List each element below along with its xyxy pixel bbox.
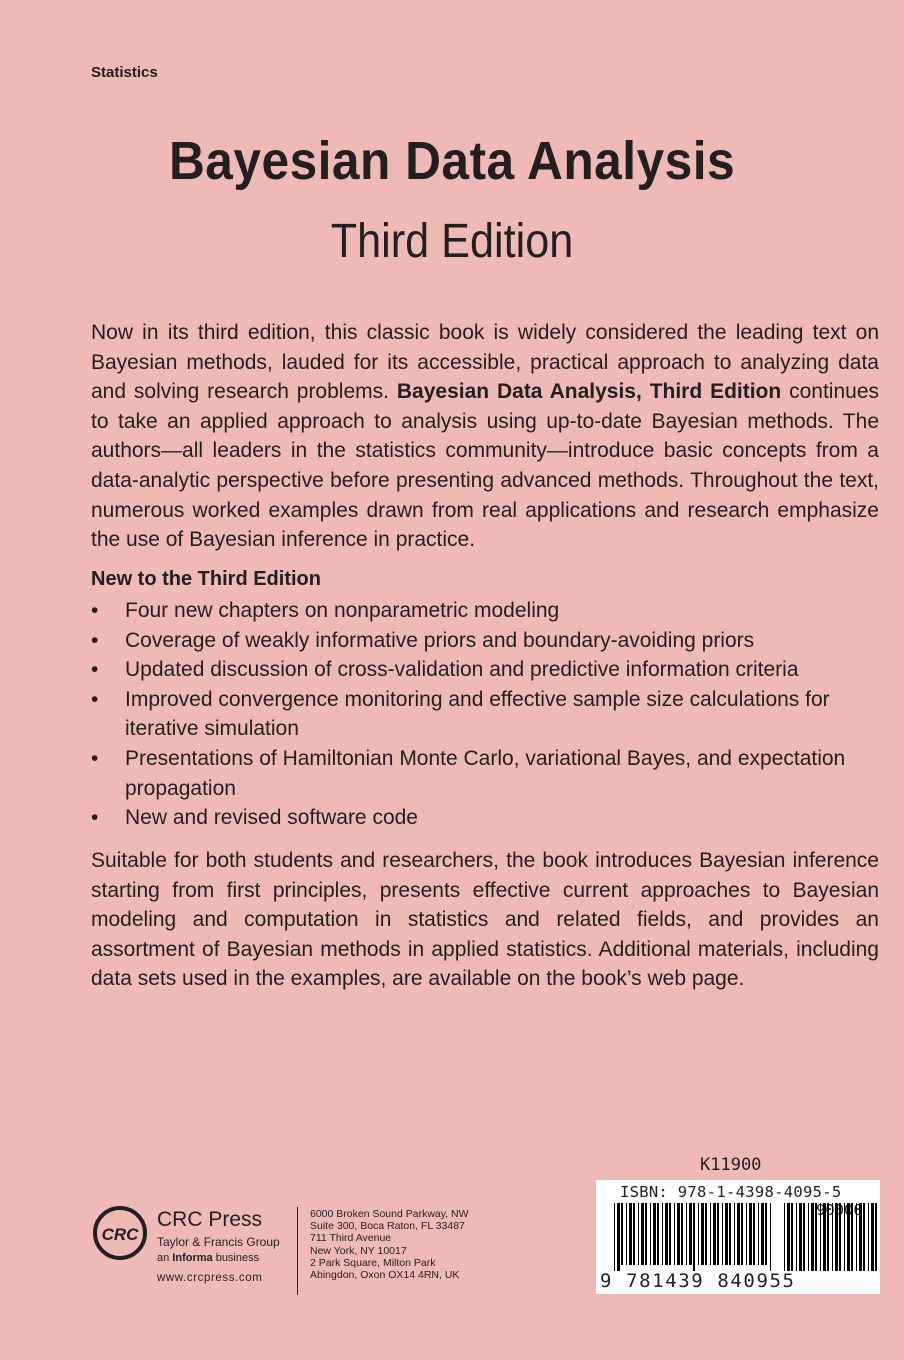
bullet-icon: •: [91, 687, 99, 711]
publisher-group: Taylor & Francis Group: [157, 1235, 280, 1249]
publisher-informa: an Informa business: [157, 1252, 260, 1264]
barcode-bar: [859, 1203, 862, 1271]
barcode-bar: [784, 1203, 785, 1271]
list-item: • Presentations of Hamiltonian Monte Carlo, variational Bayes, and expectation propagation: [91, 744, 881, 803]
barcode-bar: [787, 1203, 790, 1271]
product-code: K11900: [700, 1155, 762, 1175]
barcode-bar: [871, 1203, 874, 1271]
new-features-heading: New to the Third Edition: [91, 568, 321, 590]
outro-paragraph: Suitable for both students and researchers, the book introduces Bayesian inference starting from first principles, presents effective current approaches to Bayesian modeling and computation in statistics and related fields, and provides an assortment of Bayesian methods in applied statistics. Additional materials, including data sets used in the examples, are available on the book’s web page.: [91, 849, 879, 991]
address-line: Abingdon, Oxon OX14 4RN, UK: [310, 1269, 460, 1282]
bullet-icon: •: [91, 628, 99, 652]
barcode-bar: [847, 1203, 850, 1271]
bullet-icon: •: [91, 599, 99, 622]
address-line: 711 Third Avenue: [310, 1232, 392, 1245]
barcode-bar: [827, 1203, 829, 1271]
addon-barcode: [600, 1203, 880, 1271]
barcode-bar: [856, 1203, 857, 1271]
barcode-bar: [823, 1203, 826, 1271]
intro-paragraph: [91, 318, 879, 555]
new-features-list: [91, 596, 881, 833]
barcode-bar: [868, 1203, 869, 1271]
barcode-bar: [832, 1203, 833, 1271]
bullet-icon: •: [91, 746, 99, 770]
intro-text-1: Now in its third edition, this classic book is widely considered the leading text on Bayesian methods, lauded for its accessible, practical approach to analyzing data and solving research problems.: [91, 321, 879, 404]
list-item: • Improved convergence monitoring and effective sample size calculations for iterative simulation: [91, 685, 881, 744]
publisher-url: www.crcpress.com: [157, 1272, 263, 1284]
barcode-bar: [799, 1203, 802, 1271]
barcode-bar: [839, 1203, 841, 1271]
barcode-bar: [875, 1203, 877, 1271]
barcode-bar: [815, 1203, 817, 1271]
address-line: 6000 Broken Sound Parkway, NW: [310, 1208, 469, 1220]
crc-logo-text: CRC: [101, 1225, 139, 1244]
bullet-icon: •: [91, 806, 99, 830]
barcode-bar: [835, 1203, 838, 1271]
barcode-bar: [844, 1203, 845, 1271]
barcode-bar: [820, 1203, 821, 1271]
list-item: • New and revised software code: [91, 803, 881, 833]
publisher-divider: [297, 1207, 298, 1295]
barcode-bar: [851, 1203, 853, 1271]
publisher-addresses: [310, 1208, 469, 1281]
address-line: Suite 300, Boca Raton, FL 33487: [310, 1220, 465, 1233]
barcode-bar: [808, 1203, 809, 1271]
barcode-bar: [863, 1203, 865, 1271]
book-title: Bayesian Data Analysis: [168, 131, 736, 191]
barcode-bar: [791, 1203, 793, 1271]
barcode-bar: [796, 1203, 797, 1271]
bullet-icon: •: [91, 658, 99, 682]
intro-bold-title: Bayesian Data Analysis, Third Edition: [396, 380, 782, 404]
barcode-bar: [811, 1203, 814, 1271]
address-line: New York, NY 10017: [310, 1244, 407, 1257]
ean-digits: 9 781439 840955: [600, 1270, 796, 1292]
intro-text-2: continues to take an applied approach to analysis using up-to-date Bayesian methods. The authors—all leaders in the statistics community—introduce basic concepts from a data-analytic perspective before presenting advanced methods. Throughout the text, numerous worked examples drawn from real applications and research emphasize the use of Bayesian inference in practice.: [91, 380, 879, 552]
publisher-name: CRC Press: [157, 1208, 263, 1231]
list-item: • Coverage of weakly informative priors and boundary-avoiding priors: [91, 626, 881, 656]
book-edition: Third Edition: [330, 215, 574, 268]
list-item: • Four new chapters on nonparametric modeling: [91, 596, 881, 626]
isbn-text: ISBN: 978-1-4398-4095-5: [620, 1183, 842, 1201]
barcode-bar: [803, 1203, 805, 1271]
list-item: • Updated discussion of cross-validation and predictive information criteria: [91, 655, 881, 685]
category-label: Statistics: [91, 64, 158, 81]
crc-logo: [92, 1205, 148, 1261]
address-line: 2 Park Square, Milton Park: [310, 1256, 436, 1269]
